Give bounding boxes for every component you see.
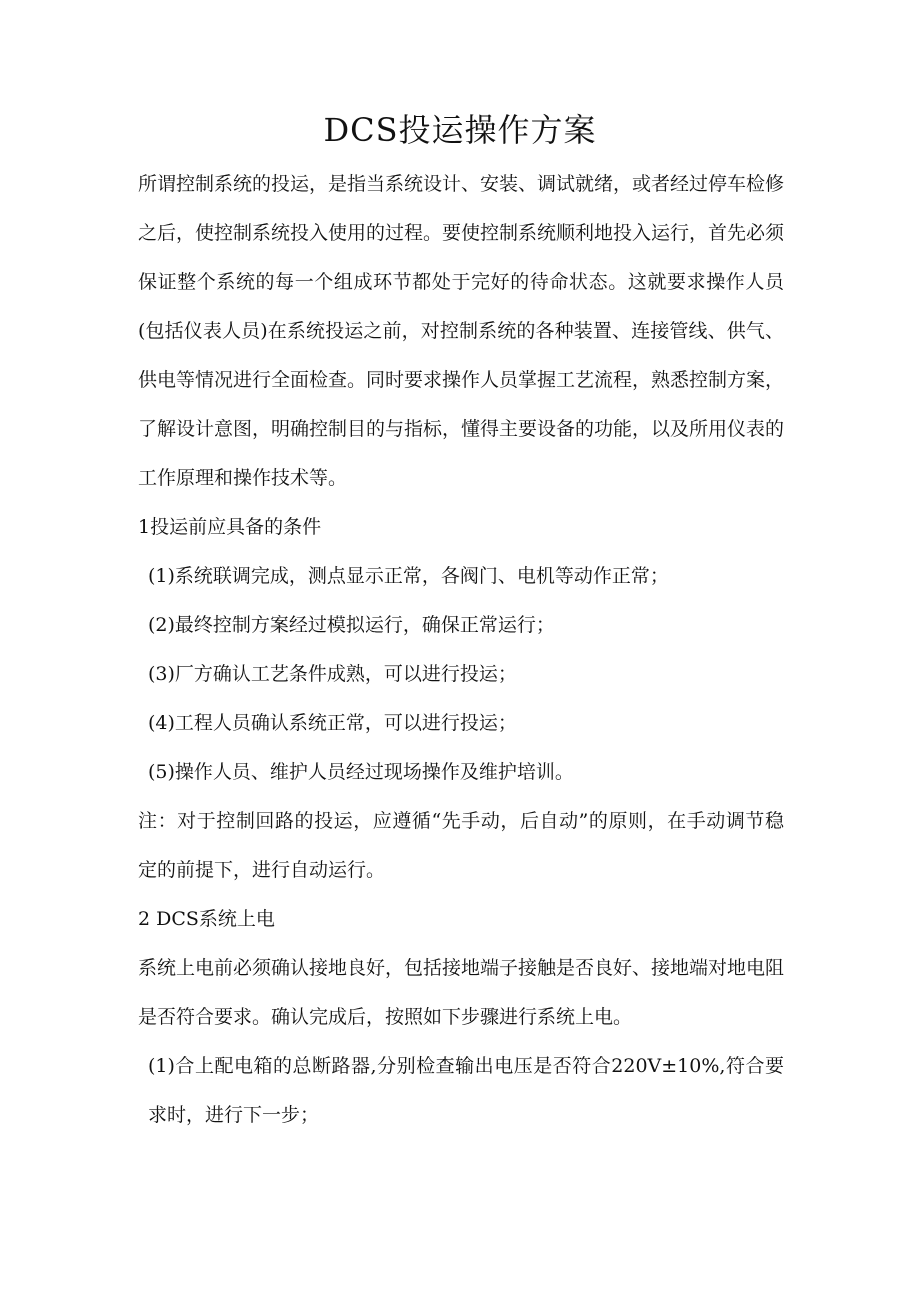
condition-item-4: (4)工程人员确认系统正常，可以进行投运； — [148, 712, 517, 734]
condition-item-2: (2)最终控制方案经过模拟运行，确保正常运行； — [148, 614, 555, 636]
intro-paragraph: 所谓控制系统的投运，是指当系统设计、安装、调试就绪，或者经过停车检修之后，使控制系统投入使用的过程。要使控制系统顺利地投入运行，首先必须保证整个系统的每一个组成环节都处于完好的待命状态。这就要求操作人员(包括仪表人员)在系统投运之前，对控制系统的各种装置、连接管线、供气、供电等情况进行全面检查。同时要求操作人员掌握工艺流程，熟悉控制方案，了解设计意图，明确控制目的与指标，懂得主要设备的功能，以及所用仪表的工作原理和操作技术等。 — [138, 173, 785, 489]
document-title: DCS投运操作方案 — [323, 111, 597, 149]
section-1-heading: 1投运前应具备的条件 — [138, 516, 322, 538]
section-1-note: 注：对于控制回路的投运，应遵循“先手动，后自动”的原则，在手动调节稳定的前提下，进行自动运行。 — [138, 810, 784, 881]
condition-item-3: (3)厂方确认工艺条件成熟，可以进行投运； — [148, 663, 517, 685]
power-step-1: (1)合上配电箱的总断路器,分别检查输出电压是否符合220V±10%,符合要求时，进行下一步； — [148, 1055, 784, 1126]
condition-item-1: (1)系统联调完成，测点显示正常，各阀门、电机等动作正常； — [148, 565, 669, 587]
section-2-heading: 2 DCS系统上电 — [138, 908, 275, 930]
document-body — [138, 160, 784, 1140]
condition-item-5: (5)操作人员、维护人员经过现场操作及维护培训。 — [148, 761, 574, 783]
section-2-intro: 系统上电前必须确认接地良好，包括接地端子接触是否良好、接地端对地电阻是否符合要求。确认完成后，按照如下步骤进行系统上电。 — [138, 957, 785, 1028]
